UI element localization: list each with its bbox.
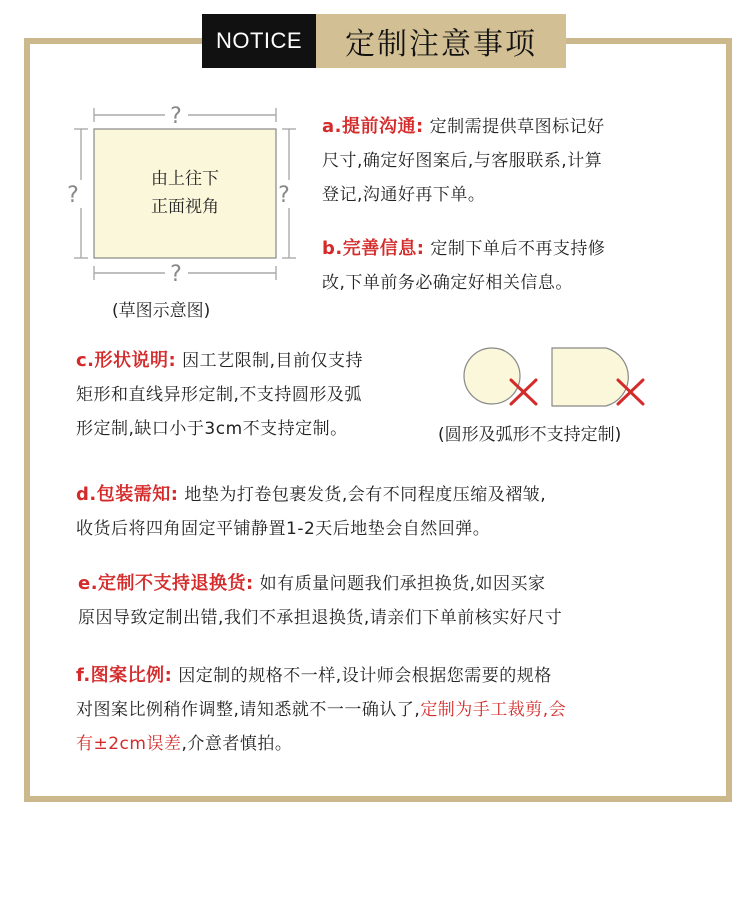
notice-badge: NOTICE xyxy=(202,14,316,68)
section-f-line3 xyxy=(76,727,716,761)
right-unknown-mark: ? xyxy=(278,183,290,208)
left-unknown-mark: ? xyxy=(67,183,79,208)
section-c-line1 xyxy=(76,344,446,378)
top-unknown-mark: ? xyxy=(170,104,182,129)
section-e xyxy=(78,567,718,635)
sketch-diagram xyxy=(60,98,310,288)
section-d-label: d.包装需知: xyxy=(76,484,179,505)
section-b-text: 定制下单后不再支持修 xyxy=(424,239,606,259)
sketch-text-line2: 正面视角 xyxy=(151,197,219,217)
section-f-text: 因定制的规格不一样,设计师会根据您需要的规格 xyxy=(172,666,552,686)
unsupported-shapes-illustration xyxy=(456,344,686,414)
section-c xyxy=(76,344,446,446)
section-f-line2-text: 对图案比例稍作调整,请知悉就不一一确认了, xyxy=(76,700,421,720)
section-a-line2: 尺寸,确定好图案后,与客服联系,计算 xyxy=(322,151,603,171)
sketch-caption: (草图示意图) xyxy=(112,301,211,321)
sketch-text-line1: 由上往下 xyxy=(151,169,219,189)
section-e-line1 xyxy=(78,567,718,601)
section-a-text: 定制需提供草图标记好 xyxy=(423,117,605,137)
section-f-line2 xyxy=(76,693,716,727)
page-title: 定制注意事项 xyxy=(316,14,566,68)
section-e-text: 如有质量问题我们承担换货,如因买家 xyxy=(253,574,546,594)
shapes-caption: (圆形及弧形不支持定制) xyxy=(438,425,622,445)
bottom-dimension-line xyxy=(94,266,276,280)
section-f-warning-part2: 有±2cm误差 xyxy=(76,734,182,754)
section-a-line1 xyxy=(322,110,722,144)
section-d-line1 xyxy=(76,478,716,512)
section-d xyxy=(76,478,716,546)
section-f-warning-part1: 定制为手工裁剪,会 xyxy=(420,700,567,720)
top-dimension-line xyxy=(94,108,276,122)
arc-shape xyxy=(552,348,628,406)
section-b xyxy=(322,232,722,300)
section-e-label: e.定制不支持退换货: xyxy=(78,573,254,594)
section-f-line1 xyxy=(76,659,716,693)
section-f-label: f.图案比例: xyxy=(76,665,173,686)
notice-header xyxy=(202,14,566,68)
section-c-line2: 矩形和直线异形定制,不支持圆形及弧 xyxy=(76,385,362,405)
section-a-line3: 登记,沟通好再下单。 xyxy=(322,185,486,205)
section-e-line2: 原因导致定制出错,我们不承担退换货,请亲们下单前核实好尺寸 xyxy=(78,608,563,628)
section-b-line1 xyxy=(322,232,722,266)
section-d-text: 地垫为打卷包裹发货,会有不同程度压缩及褶皱, xyxy=(178,485,547,505)
section-c-text: 因工艺限制,目前仅支持 xyxy=(176,351,364,371)
circle-shape xyxy=(464,348,520,404)
section-b-line2: 改,下单前务必确定好相关信息。 xyxy=(322,273,573,293)
bottom-unknown-mark: ? xyxy=(170,262,182,287)
sketch-rectangle xyxy=(94,129,276,258)
section-c-line3: 形定制,缺口小于3cm不支持定制。 xyxy=(76,419,348,439)
section-d-line2: 收货后将四角固定平铺静置1-2天后地垫会自然回弹。 xyxy=(76,519,491,539)
section-a xyxy=(322,110,722,212)
section-f xyxy=(76,659,716,761)
section-c-label: c.形状说明: xyxy=(76,350,177,371)
section-f-line3-text: ,介意者慎拍。 xyxy=(181,734,293,754)
section-a-label: a.提前沟通: xyxy=(322,116,424,137)
section-b-label: b.完善信息: xyxy=(322,238,425,259)
